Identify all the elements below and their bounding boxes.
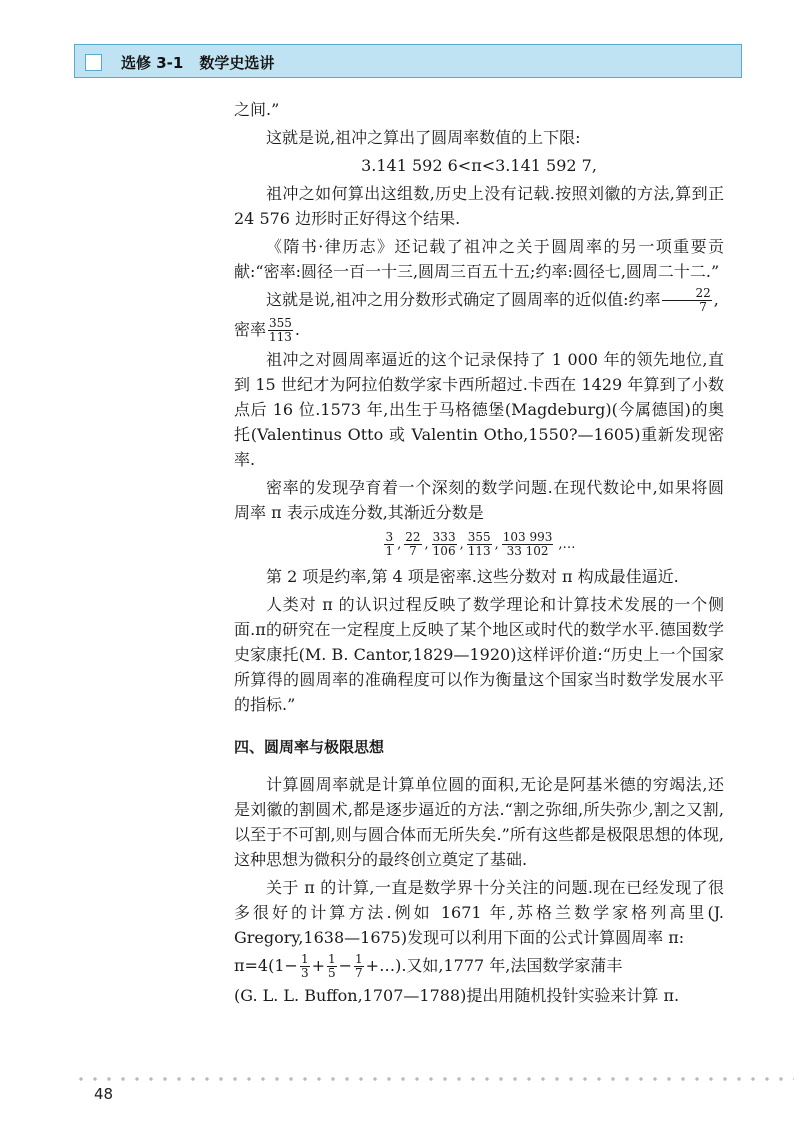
gregory-formula-line xyxy=(234,953,724,980)
paragraph: 密率的发现孕育着一个深刻的数学问题.在现代数论中,如果将圆周率 π 表示成连分数,其渐近分数是 xyxy=(234,478,724,522)
fraction-denominator: 113 xyxy=(467,544,491,558)
separator: , xyxy=(459,537,464,552)
fraction-denominator: 7 xyxy=(355,966,363,980)
fraction-numerator: 1 xyxy=(327,952,336,966)
separator: , xyxy=(424,537,429,552)
header-square-icon xyxy=(85,54,102,71)
fraction-denominator: 7 xyxy=(699,300,707,314)
fraction-denominator: 7 xyxy=(409,544,417,558)
fraction-one-third xyxy=(300,953,310,980)
ellipsis: ,… xyxy=(558,537,576,552)
paragraph: 祖冲之如何算出这组数,历史上没有记载.按照刘徽的方法,算到正 24 576 边形时正好得这个结果. xyxy=(234,184,724,228)
paragraph: 之间.” xyxy=(234,100,280,119)
formula-prefix: π=4 xyxy=(234,956,269,975)
formula-tail: +…).又如,1777 年,法国数学家蒲丰 xyxy=(365,956,623,975)
header-topic: 数学史选讲 xyxy=(199,54,275,72)
paragraph-milv xyxy=(234,317,724,344)
fraction-numerator: 355 xyxy=(467,530,491,544)
chapter-header xyxy=(74,44,742,78)
fraction-one-fifth xyxy=(327,953,337,980)
fraction-numerator: 1 xyxy=(355,952,363,966)
fraction-numerator: 1 xyxy=(300,952,309,966)
page-number: 48 xyxy=(94,1085,114,1103)
yuelv-text: 这就是说,祖冲之用分数形式确定了圆周率的近似值:约率 xyxy=(266,290,661,309)
convergent xyxy=(430,531,465,558)
fraction-one-seventh xyxy=(354,953,364,980)
milv-period: . xyxy=(294,320,301,339)
footer-dotted-rule xyxy=(74,1077,794,1081)
paragraph-yuelv xyxy=(234,287,724,314)
paragraph: 计算圆周率就是计算单位圆的面积,无论是阿基米德的穷竭法,还是刘徽的割圆术,都是逐步逼近的方法.“割之弥细,所失弥少,割之又割,以至于不可割,则与圆合体而无所失矣.”所有这些都是极限思想的体现,这种思想为微积分的最终创立奠定了基础. xyxy=(234,775,724,869)
fraction-denominator: 1 xyxy=(385,544,394,558)
fraction-numerator: 3 xyxy=(385,530,394,544)
convergent xyxy=(465,531,500,558)
separator: , xyxy=(494,537,499,552)
yuelv-comma: , xyxy=(713,290,719,309)
formula-open: (1− xyxy=(268,956,298,975)
fraction-denominator: 5 xyxy=(327,966,336,980)
fraction-milv xyxy=(268,317,293,344)
minus-sign: − xyxy=(338,956,353,975)
continued-fraction-convergents xyxy=(234,531,724,558)
pi-bounds-formula: 3.141 592 6<π<3.141 592 7, xyxy=(361,156,597,175)
fraction-denominator: 3 xyxy=(300,966,309,980)
plus-sign: + xyxy=(311,956,325,975)
paragraph: 关于 π 的计算,一直是数学界十分关注的问题.现在已经发现了很多很好的计算方法.例如 1671 年,苏格兰数学家格列高里(J. Gregory,1638—1675)发现可以利用下面的公式计算圆周率 π: xyxy=(234,878,724,947)
paragraph: 第 2 项是约率,第 4 项是密率.这些分数对 π 构成最佳逼近. xyxy=(266,567,679,586)
fraction-numerator: 22 xyxy=(405,530,421,544)
paragraph: 《隋书·律历志》还记载了祖冲之关于圆周率的另一项重要贡献:“密率:圆径一百一十三,圆周三百五十五;约率:圆径七,圆周二十二.” xyxy=(234,237,724,281)
fraction-numerator: 103 993 xyxy=(502,530,553,544)
fraction-numerator: 22 xyxy=(662,287,711,301)
fraction-numerator: 355 xyxy=(269,316,292,330)
paragraph: 人类对 π 的认识过程反映了数学理论和计算技术发展的一个侧面.π的研究在一定程度上反映了某个地区或时代的数学水平.德国数学史家康托(M. B. Cantor,1829—1920)这样评价道:“历史上一个国家所算得的圆周率的准确程度可以作为衡量这个国家当时数学发展水平的指标.” xyxy=(234,595,724,714)
fraction-denominator: 113 xyxy=(269,330,292,344)
paragraph: 祖冲之对圆周率逼近的这个记录保持了 1 000 年的领先地位,直到 15 世纪才为阿拉伯数学家卡西所超过.卡西在 1429 年算到了小数点后 16 位.1573 年,出生于马格德堡(Magdeburg)(今属德国)的奥托(Valentinus Otto 或 Valentin Otho,1550?—1605)重新发现密率. xyxy=(234,350,724,469)
paragraph: 这就是说,祖冲之算出了圆周率数值的上下限: xyxy=(266,128,581,147)
convergent xyxy=(500,531,576,558)
header-course: 选修 3-1 xyxy=(121,54,184,72)
fraction-yuelv xyxy=(662,287,711,314)
separator: , xyxy=(397,537,402,552)
fraction-denominator: 106 xyxy=(432,544,456,558)
convergent xyxy=(382,531,402,558)
header-title xyxy=(121,52,274,73)
page-body xyxy=(234,97,724,1011)
milv-label: 密率 xyxy=(234,320,267,339)
section-heading: 四、圆周率与极限思想 xyxy=(234,738,385,756)
fraction-numerator: 333 xyxy=(432,530,456,544)
fraction-denominator: 33 102 xyxy=(506,544,549,558)
convergent xyxy=(402,531,429,558)
paragraph: (G. L. L. Buffon,1707—1788)提出用随机投针实验来计算 π. xyxy=(234,986,680,1005)
